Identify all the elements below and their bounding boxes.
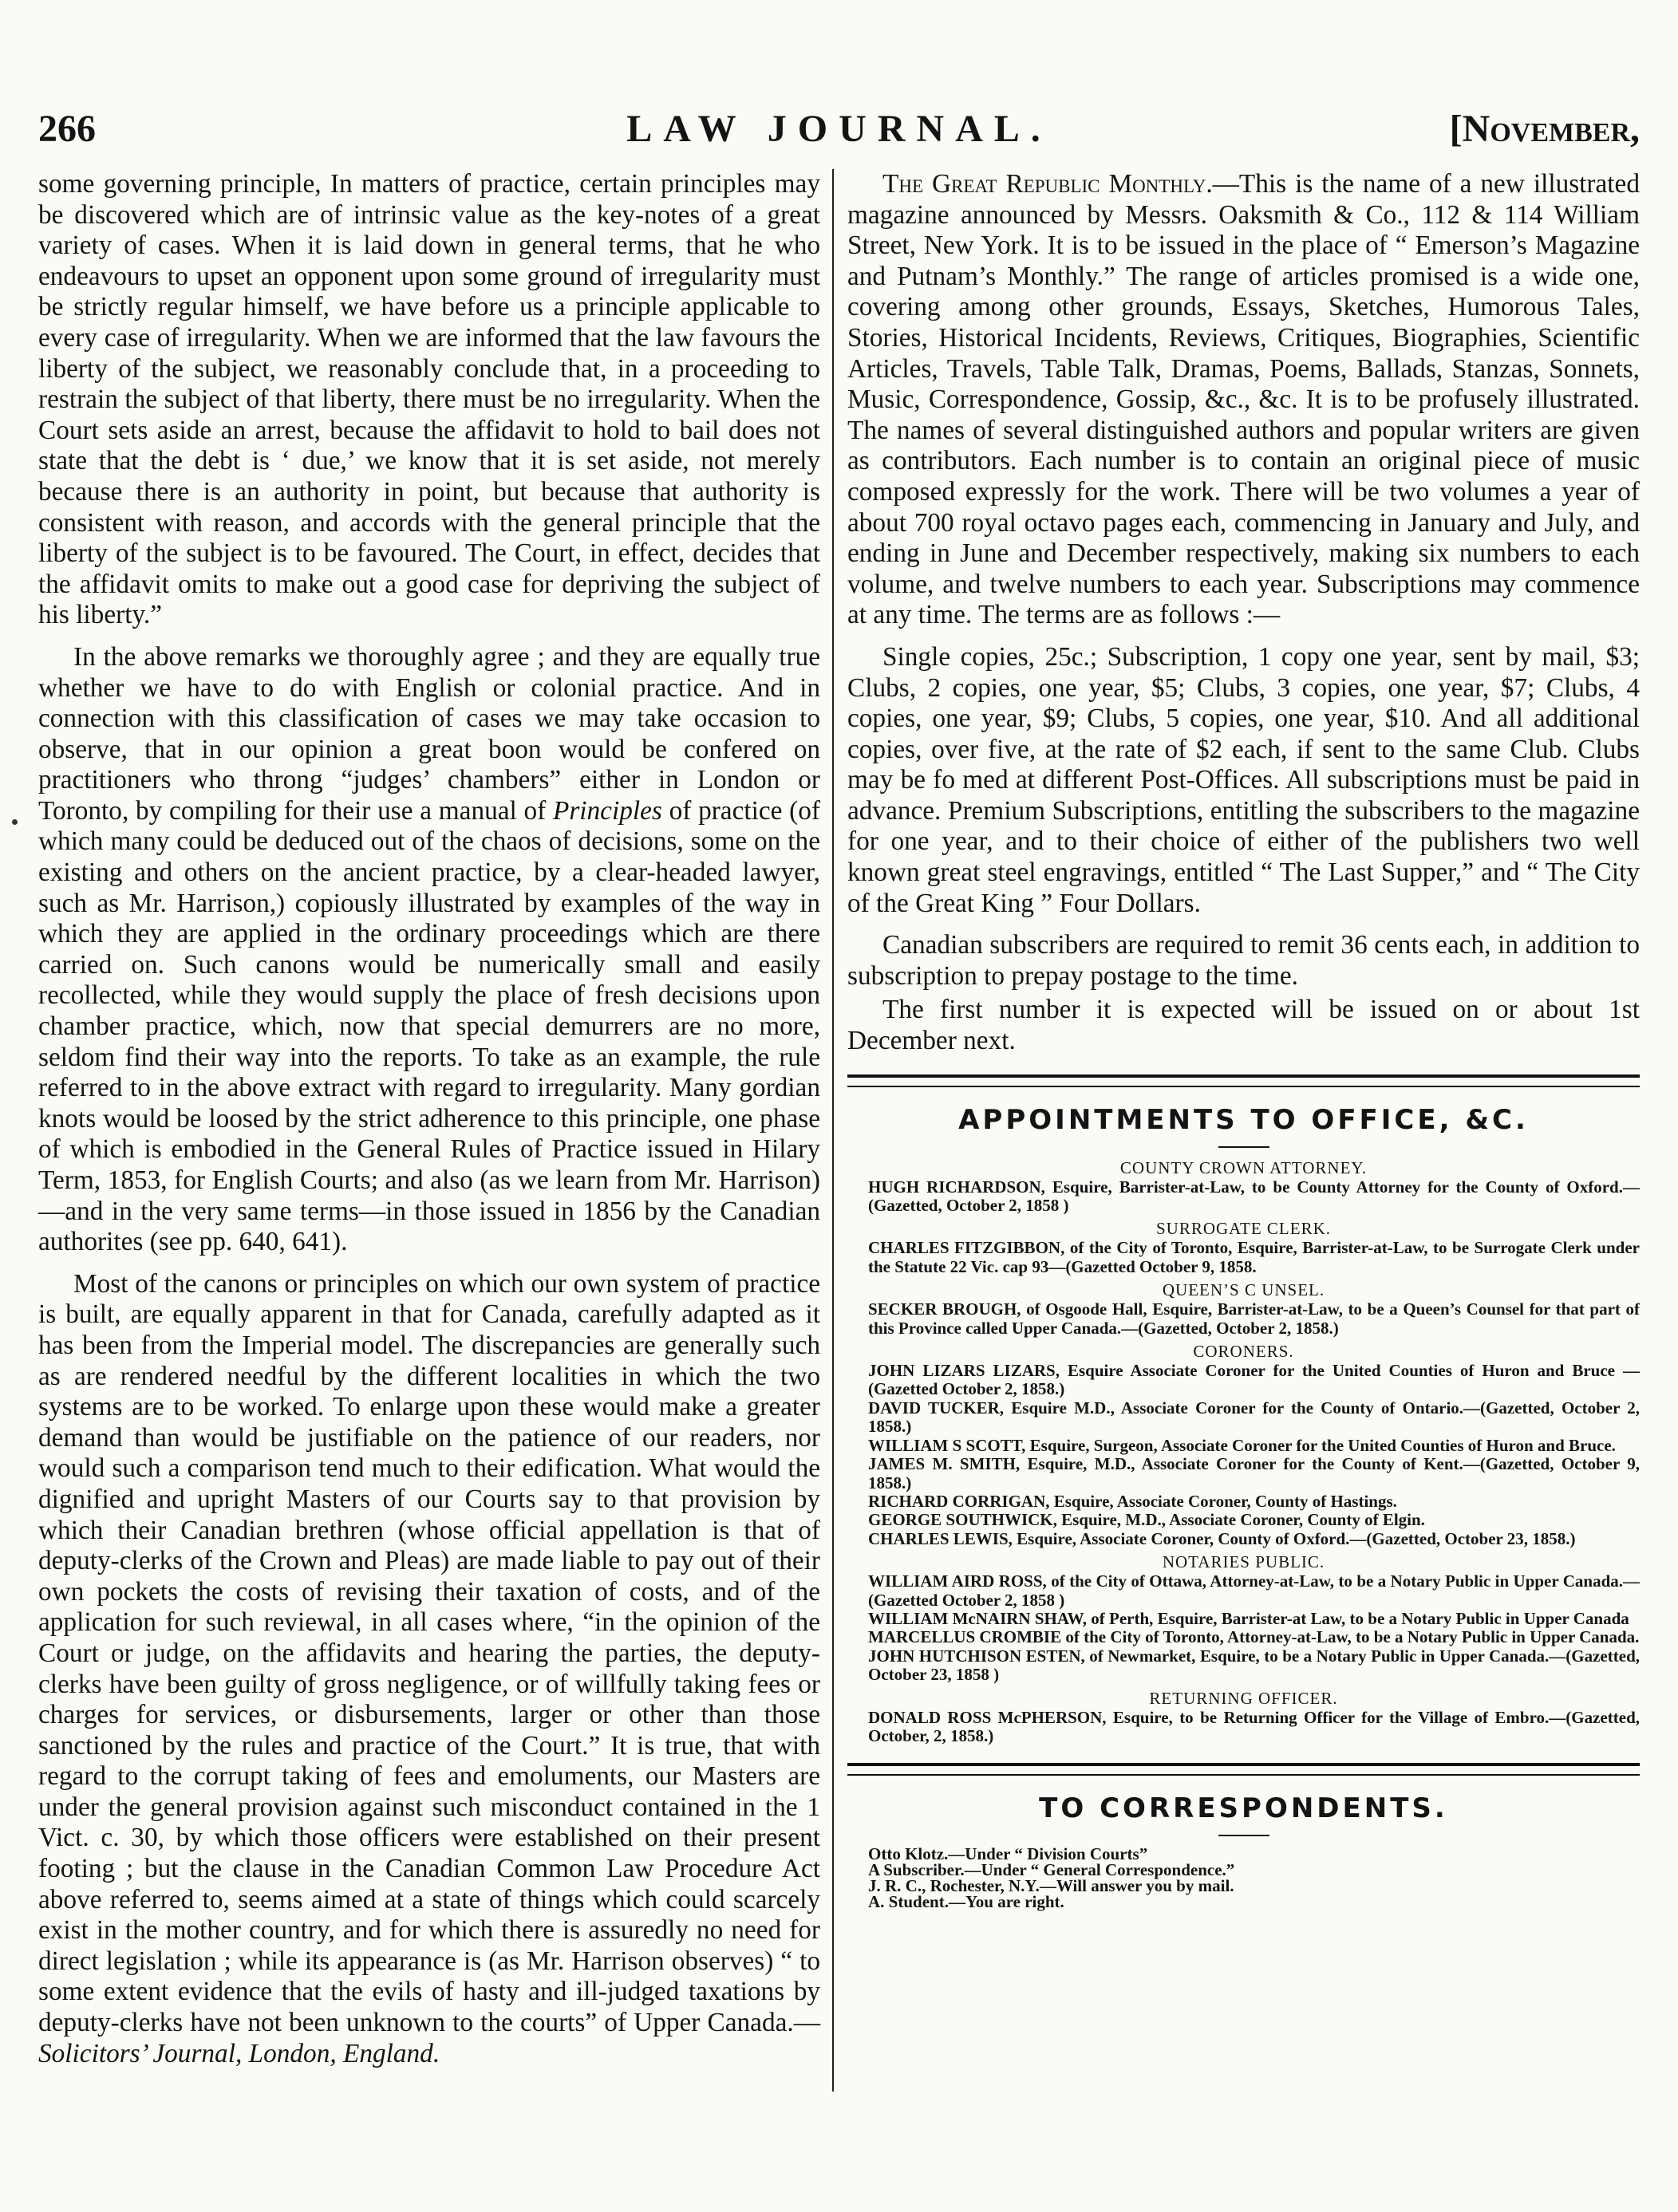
correspondent-entry: A Subscriber.—Under “ General Correspondence.” [868, 1860, 1235, 1880]
section-rule [847, 1074, 1640, 1087]
apt-entry: JOHN LIZARS LIZARS, Esquire Associate Coroner for the United Counties of Huron and Bruce —(Gazetted October 2, 1858.) [868, 1361, 1640, 1399]
principles-italic: Principles [552, 795, 662, 826]
right-column [847, 169, 1640, 1910]
apt-entry: DONALD ROSS McPHERSON, Esquire, to be Returning Officer for the Village of Embro.—(Gazetted, October, 2, 1858.) [868, 1707, 1640, 1745]
short-rule [1218, 1146, 1269, 1148]
column-divider [832, 169, 834, 2092]
apt-entry: CHARLES FITZGIBBON, of the City of Toronto, Esquire, Barrister-at-Law, to be Surrogate Clerk under the Statute 22 Vic. cap 93—(Gazetted October 9, 1858. [868, 1238, 1640, 1276]
correspondents-title: TO CORRESPONDENTS. [1039, 1792, 1448, 1825]
source-citation: Solicitors’ Journal, London, England. [38, 2038, 440, 2068]
apt-entry: WILLIAM S SCOTT, Esquire, Surgeon, Associate Coroner for the United Counties of Huron and Bruce. [868, 1435, 1616, 1455]
apt-entry: RICHARD CORRIGAN, Esquire, Associate Coroner, County of Hastings. [868, 1491, 1397, 1511]
apt-entry: DAVID TUCKER, Esquire M.D., Associate Coroner for the County of Ontario.—(Gazetted, October 2, 1858.) [868, 1398, 1640, 1437]
apt-heading-queens-counsel: QUEEN’S C UNSEL. [1162, 1280, 1325, 1300]
apt-heading-returning-officer: RETURNING OFFICER. [1149, 1688, 1338, 1708]
apt-entry: JAMES M. SMITH, Esquire, M.D., Associate Coroner for the County of Kent.—(Gazetted, October 9, 1858.) [868, 1454, 1640, 1492]
apt-heading-surrogate-clerk: SURROGATE CLERK. [1155, 1219, 1332, 1239]
apt-heading-coroners: CORONERS. [1193, 1342, 1294, 1362]
paragraph-canadian-subscribers: Canadian subscribers are required to remit 36 cents each, in addition to subscription to prepay postage to the time. [847, 930, 1640, 991]
paragraph-terms: Single copies, 25c.; Subscription, 1 copy one year, sent by mail, $3; Clubs, 2 copies, one year, $5; Clubs, 3 copies, one year, $7; Clubs, 4 copies, one year, $9; Clubs, 5 copies, one year, $10. And all additional copies, over five, at the rate of $2 each, if sent to the same Club. Clubs may be fo med at different Post-Offices. All subscriptions must be paid in advance. Premium Subscriptions, entitling the subscribers to the magazine for one year, and to their choice of either of the publishers two well known great steel engravings, entitled “ The Last Supper,” and “ The City of the Great King ” Four Dollars. [847, 641, 1640, 918]
correspondent-entry: A. Student.—You are right. [868, 1892, 1064, 1912]
apt-entry: SECKER BROUGH, of Osgoode Hall, Esquire, Barrister-at-Law, to be a Queen’s Counsel for that part of this Province called Upper Canada.—(Gazetted, October 2, 1858.) [868, 1299, 1640, 1338]
apt-heading-notaries-public: NOTARIES PUBLIC. [1162, 1552, 1325, 1572]
page-number: 266 [38, 108, 96, 150]
correspondent-entry: J. R. C., Rochester, N.Y.—Will answer you by mail. [868, 1876, 1234, 1896]
magazine-name: The Great Republic Monthly [882, 169, 1206, 199]
apt-entry: WILLIAM McNAIRN SHAW, of Perth, Esquire, Barrister-at Law, to be a Notary Public in Upper Canada [868, 1608, 1629, 1628]
margin-mark [12, 819, 18, 825]
paragraph-canons: Most of the canons or principles on which our own system of practice is built, are equally apparent in that for Canada, carefully adapted as it has been from the Imperial model. The discrepancies are generally such as are rendered needful by the different localities in which the two systems are to be worked. To enlarge upon these would make a greater demand than would be justifiable on the patience of our readers, nor would such a comparison tend much to their edification. What would the dignified and upright Masters of our Courts say to that provision by which their Canadian brethren (whose official appellation is that of deputy-clerks of the Crown and Pleas) are made liable to pay out of their own pockets the costs of revising their taxation of costs, and of the application for such reviewal, in all cases where, “in the opinion of the Court or judge, on the affidavits and hearing the parties, the deputy-clerks have been guilty of gross negligence, or of willfully taking fees or charges for services, or disbursements, larger or other than those sanctioned by the rules and practice of the Court.” It is true, that with regard to the corrupt taking of fees and emoluments, our Masters are under the general provision against such misconduct contained in the 1 Vict. c. 30, by which those officers were established on their present footing ; but the clause in the Canadian Common Law Procedure Act above referred to, seems aimed at a state of things which could scarcely exist in the mother country, and for which there is assuredly no need for direct legislation ; while its appearance is (as Mr. Harrison observes) “ to some extent evidence that the evils of hasty and ill-judged taxations by deputy-clerks have not been unknown to the courts” of Upper Canada.—Solicitors’ Journal, London, England. [38, 1268, 820, 2068]
paragraph-above-remarks: In the above remarks we thoroughly agree ; and they are equally true whether we have to do with English or colonial practice. And in connection with this classification of cases we may take occasion to observe, that in our opinion a great boon would be confered on practitioners who throng “judges’ chambers” either in London or Toronto, by compiling for their use a manual of Principles of practice (of which many could be deduced out of the chaos of decisions, some on the existing and others on the ancient practice, by a clear-headed lawyer, such as Mr. Harrison,) copiously illustrated by examples of the way in which they are applied in the ordinary proceedings which are there carried on. Such canons would be numerically small and easily recollected, while they would supply the place of fresh decisions upon chamber practice, which, now that special demurrers are no more, seldom find their way into the reports. To take as an example, the rule referred to in the above extract with regard to irregularity. Many gordian knots would be loosed by the strict adherence to this principle, one phase of which is embodied in the General Rules of Practice issued in Hilary Term, 1853, for English Courts; and also (as we learn from Mr. Harrison)—and in the very same terms—in those issued in 1856 by the Canadian authorites (see pp. 640, 641). [38, 641, 820, 1257]
paragraph-first-number: The first number it is expected will be issued on or about 1st December next. [847, 995, 1640, 1056]
section-rule [847, 1763, 1640, 1776]
apt-heading-county-crown-attorney: COUNTY CROWN ATTORNEY. [1119, 1157, 1368, 1177]
short-rule [1218, 1835, 1269, 1836]
journal-title: LAW JOURNAL. [626, 108, 1052, 150]
issue-month: [November, [1449, 108, 1640, 150]
left-column [38, 169, 820, 2069]
appointments-title: APPOINTMENTS TO OFFICE, &C. [958, 1103, 1529, 1136]
paragraph-governing-principle: some governing principle, In matters of practice, certain principles may be discovered which are of intrinsic value as the key-notes of a great variety of cases. When it is laid down in general terms, that he who endeavours to upset an opponent upon some ground of irregularity must be strictly regular himself, we have before us a principle applicable to every case of irregularity. When we are informed that the law favours the liberty of the subject, we reasonably conclude that, in a proceeding to restrain the subject of that liberty, there must be no irregularity. When the Court sets aside an arrest, because the affidavit to hold to bail does not state that the debt is ‘ due,’ we know that it is set aside, not merely because there is an authority in point, but because that authority is consistent with reason, and accords with the general principle that the liberty of the subject is to be favoured. The Court, in effect, decides that the affidavit omits to make out a good case for depriving the subject of his liberty.” [38, 169, 820, 630]
apt-entry: MARCELLUS CROMBIE of the City of Toronto, Attorney-at-Law, to be a Notary Public in Upper Canada. [868, 1627, 1640, 1647]
apt-entry: HUGH RICHARDSON, Esquire, Barrister-at-Law, to be County Attorney for the County of Oxford.—(Gazetted, October 2, 1858 ) [868, 1177, 1640, 1216]
apt-entry: CHARLES LEWIS, Esquire, Associate Coroner, County of Oxford.—(Gazetted, October 23, 1858.) [868, 1528, 1576, 1548]
apt-entry: WILLIAM AIRD ROSS, of the City of Ottawa, Attorney-at-Law, to be a Notary Public in Upper Canada.—(Gazetted October 2, 1858 ) [868, 1571, 1640, 1610]
correspondent-entry: Otto Klotz.—Under “ Division Courts” [868, 1844, 1148, 1864]
apt-entry: JOHN HUTCHISON ESTEN, of Newmarket, Esquire, to be a Notary Public in Upper Canada.—(Gazetted, October 23, 1858 ) [868, 1646, 1640, 1685]
paragraph-magazine-notice: The Great Republic Monthly.—This is the name of a new illustrated magazine announced by Messrs. Oaksmith & Co., 112 & 114 William Street, New York. It is to be issued in the place of “ Emerson’s Magazine and Putnam’s Monthly.” The range of articles promised is a wide one, covering among other grounds, Essays, Sketches, Humorous Tales, Stories, Historical Incidents, Reviews, Critiques, Biographies, Scientific Articles, Travels, Table Talk, Dramas, Poems, Ballads, Stanzas, Sonnets, Music, Correspondence, Gossip, &c., &c. It is to be profusely illustrated. The names of several distinguished authors and popular writers are given as contributors. Each number is to contain an original piece of music composed expressly for the work. There will be two volumes a year of about 700 royal octavo pages each, commencing in January and July, and ending in June and December respectively, making six numbers to each volume, and twelve numbers to each year. Subscriptions may commence at any time. The terms are as follows :— [847, 169, 1640, 630]
apt-entry: GEORGE SOUTHWICK, Esquire, M.D., Associate Coroner, County of Elgin. [868, 1510, 1425, 1530]
running-header [38, 97, 1640, 161]
